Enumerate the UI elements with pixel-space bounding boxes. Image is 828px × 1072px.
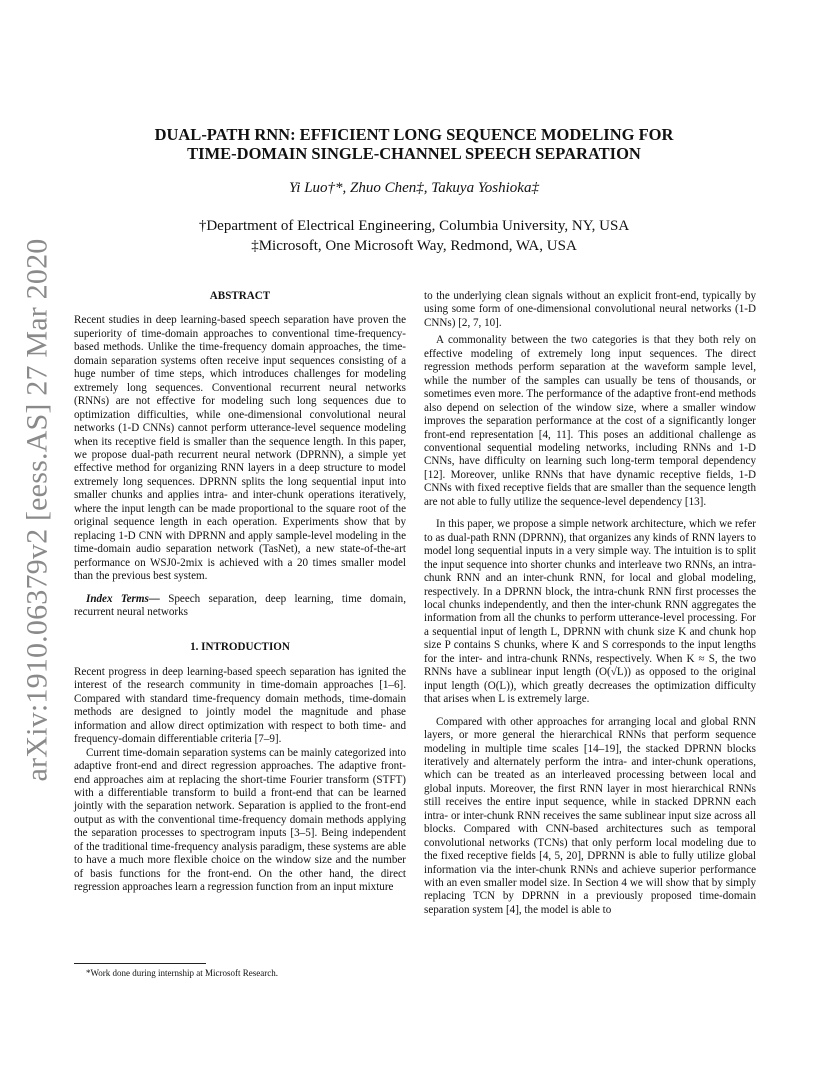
intro-paragraph-1: Recent progress in deep learning-based speech separation has ignited the interest of the research community in time-domain approaches [1–6]. Compared with standard time-frequency domain methods, time-domain methods are designed to jointly model the magnitude and phase information and allow direct optimization with respect to both time- and frequency-domain differentiable criteria [7–9].: [74, 665, 406, 746]
affiliation-columbia: †Department of Electrical Engineering, Columbia University, NY, USA: [198, 218, 630, 234]
right-paragraph-1: to the underlying clean signals without an explicit front-end, typically by using some form of one-dimensional convolutional neural networks (1-D CNNs) [2, 7, 10].: [424, 290, 756, 329]
right-paragraph-4: Compared with other approaches for arranging local and global RNN layers, or more general the hierarchical RNNs that perform sequence modeling in multiple time scales [14–19], the stacked DPRNN blocks iteratively and alternately perform the intra- and inter-chunk operations, which can be treated as an interleaved processing between local and global inputs. Moreover, the first RNN layer in most hierarchical RNNs still receives the entire input sequence, while in stacked DPRNN each intra- or inter-chunk RNN receives the same sublinear input size across all blocks. Compared with CNN-based architectures such as temporal convolutional networks (TCNs) that only perform local modeling due to the fixed receptive fields [4, 5, 20], DPRNN is able to fully utilize global information via the inter-chunk RNNs and achieve superior performance with an even smaller model size. In Section 4 we will show that by simply replacing TCN by DPRNN in a previously proposed time-domain separation system [4], the model is able to: [424, 715, 756, 916]
arxiv-watermark: [8, 238, 66, 782]
introduction-heading: 1. INTRODUCTION: [190, 641, 290, 654]
abstract-text: Recent studies in deep learning-based speech separation have proven the superiority of time-domain approaches to conventional time-frequency-based methods. Unlike the time-frequency domain approaches, the time-domain separation systems often receive input sequences consisting of a huge number of time steps, which introduces challenges for modeling extremely long sequences. Conventional recurrent neural networks (RNNs) are not effective for modeling such long sequences due to optimization difficulties, while one-dimensional convolutional neural networks (1-D CNNs) cannot perform utterance-level sequence modeling when its receptive field is smaller than the sequence length. In this paper, we propose dual-path recurrent neural network (DPRNN), a simple yet effective method for organizing RNN layers in a deep structure to model extremely long sequences. DPRNN splits the long sequential input into smaller chunks and applies intra- and inter-chunk operations iteratively, where the input length can be made proportional to the square root of the original sequence length in each operation. Experiments show that by replacing 1-D CNN with DPRNN and apply sample-level modeling in the time-domain audio separation network (TasNet), a new state-of-the-art performance on WSJ0-2mix is achieved with a 20 times smaller model than the previous best system.: [74, 314, 406, 583]
index-terms-text: Speech separation, deep learning, time domain, recurrent neural networks: [74, 592, 406, 618]
title-line-2: TIME-DOMAIN SINGLE-CHANNEL SPEECH SEPARATION: [187, 144, 641, 163]
right-paragraph-3: In this paper, we propose a simple network architecture, which we refer to as dual-path RNN (DPRNN), that organizes any kinds of RNN layers to model long sequential inputs in a very simple way. The intuition is to split the input sequence into shorter chunks and interleave two RNNs, an intra-chunk RNN and an inter-chunk RNN, for local and global modeling, respectively. In a DPRNN block, the intra-chunk RNN first processes the local chunks independently, and then the inter-chunk RNN aggregates the information from all the chunks to perform utterance-level processing. For a sequential input of length L, DPRNN with chunk size K and chunk hop size P contains S chunks, where K and S corresponds to the input lengths for the inter- and intra-chunk RNNs, respectively. When K ≈ S, the two RNNs have a sublinear input length (O(√L)) as opposed to the original input length (O(L)), which greatly decreases the optimization difficulty that arises when L is extremely large.: [424, 518, 756, 706]
abstract-heading: ABSTRACT: [209, 290, 271, 302]
right-column: [424, 290, 756, 917]
footnote-divider: [74, 963, 206, 964]
left-column: [74, 290, 406, 895]
index-terms: [74, 593, 406, 620]
arxiv-identifier: arXiv:1910.06379v2 [eess.AS] 27 Mar 2020: [20, 238, 53, 782]
intro-paragraph-2: Current time-domain separation systems can be mainly categorized into adaptive front-end and direct regression approaches. The adaptive front-end approaches aim at replacing the short-time Fourier transform (STFT) with a differentiable transform to build a front-end that can be learned jointly with the separation network. Separation is applied to the front-end output as with the conventional time-frequency domain methods applying the separation processes to spectrogram inputs [3–5]. Being independent of the traditional time-frequency analysis paradigm, these systems are able to have a much more flexible choice on the window size and the number of basis functions for the front-end. On the other hand, the direct regression approaches learn a regression function from an input mixture: [74, 746, 406, 894]
author-list: Yi Luo†*, Zhuo Chen‡, Takuya Yoshioka‡: [289, 180, 539, 196]
affiliations: [100, 216, 728, 256]
paper-title: [100, 125, 728, 163]
footnote: *Work done during internship at Microsoft Research.: [86, 968, 278, 978]
right-paragraph-2: A commonality between the two categories is that they both rely on effective modeling of extremely long input sequences. The direct regression methods perform separation at the waveform sample level, while the number of the samples can usually be tens of thousands, or sometimes even more. The performance of the adaptive front-end methods also depend on selection of the window size, where a smaller window improves the separation performance at the cost of a significantly longer front-end representation [4, 11]. This poses an additional challenge as conventional sequential modeling networks, including RNNs and 1-D CNNs, have difficulty on learning such long-term temporal dependency [12]. Moreover, unlike RNNs that have dynamic receptive fields, 1-D CNNs with fixed receptive fields that are smaller than the sequence length are not able to fully utilize the sequence-level dependency [13].: [424, 334, 756, 508]
affiliation-microsoft: ‡Microsoft, One Microsoft Way, Redmond, WA, USA: [251, 238, 577, 254]
title-line-1: DUAL-PATH RNN: EFFICIENT LONG SEQUENCE MODELING FOR: [154, 125, 674, 144]
index-terms-label: Index Terms—: [86, 592, 160, 605]
